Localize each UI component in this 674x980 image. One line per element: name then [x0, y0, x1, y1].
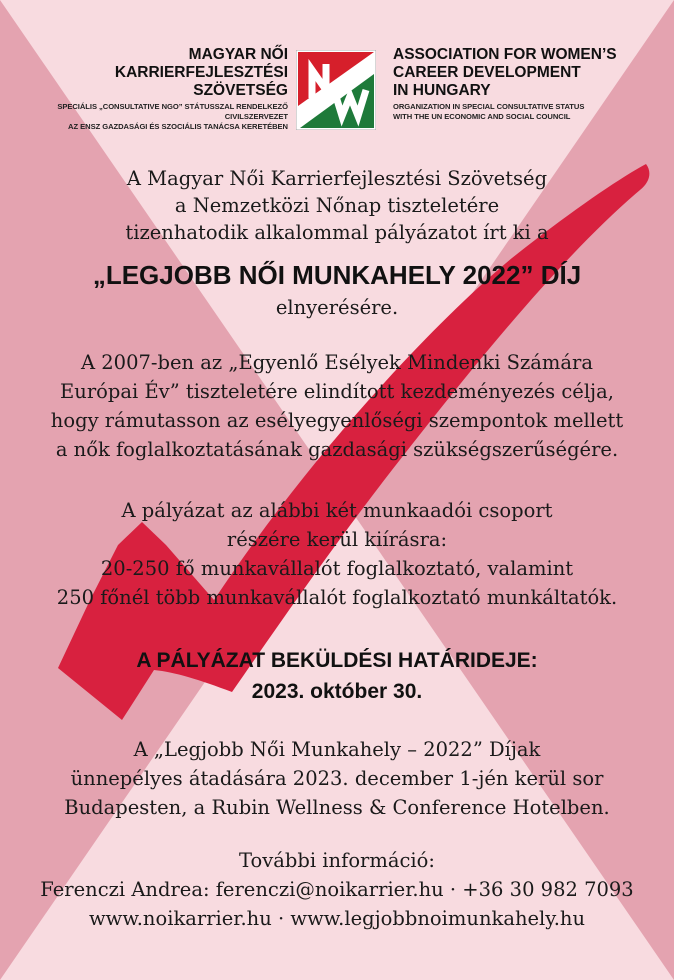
purpose-line: a nők foglalkoztatásának gazdasági szükségszerűségére.	[55, 438, 619, 461]
intro-after-title: elnyerésére.	[275, 296, 399, 319]
purpose-paragraph	[20, 348, 654, 464]
en-title-line: IN HUNGARY	[393, 82, 491, 99]
hu-subtitle-line: AZ ENSZ GAZDASÁGI ÉS SZOCIÁLIS TANÁCSA KERETÉBEN	[68, 122, 288, 131]
deadline-label: A PÁLYÁZAT BEKÜLDÉSI HATÁRIDEJE:	[136, 649, 538, 672]
contact-line-email-phone[interactable]: Ferenczi Andrea: ferenczi@noikarrier.hu · +36 30 982 7093	[40, 878, 634, 901]
hu-title-line: MAGYAR NŐI	[188, 46, 288, 63]
contact-line-websites[interactable]: www.noikarrier.hu · www.legjobbnoimunkahely.hu	[88, 907, 586, 930]
header-en	[393, 46, 663, 122]
groups-paragraph	[20, 496, 654, 612]
en-subtitle-line: WITH THE UN ECONOMIC AND SOCIAL COUNCIL	[393, 112, 571, 121]
ceremony-line: A „Legjobb Női Munkahely – 2022” Díjak	[133, 738, 541, 761]
groups-line: részére kerül kiírásra:	[226, 528, 448, 551]
purpose-line: A 2007-ben az „Egyenlő Esélyek Mindenki Számára	[81, 351, 593, 374]
ceremony-line: Budapesten, a Rubin Wellness & Conference Hotelben.	[64, 796, 610, 819]
purpose-line: hogy rámutasson az esélyegyenlőségi szempontok mellett	[50, 409, 624, 432]
hu-subtitle-line: SPECIÁLIS „CONSULTATIVE NGO” STÁTUSSZAL RENDELKEZŐ CIVILSZERVEZET	[57, 102, 288, 121]
en-title-line: ASSOCIATION FOR WOMEN’S	[393, 46, 617, 63]
ceremony-paragraph	[20, 735, 654, 822]
groups-line: A pályázat az alábbi két munkaadói csoport	[121, 499, 553, 522]
purpose-line: Európai Év” tiszteletére elindított kezdeményezés célja,	[60, 380, 614, 403]
ceremony-line: ünnepélyes átadására 2023. december 1-jén kerül sor	[70, 767, 604, 790]
hu-title-line: KARRIERFEJLESZTÉSI	[114, 64, 288, 81]
deadline-date: 2023. október 30.	[251, 680, 423, 703]
intro-line: tizenhatodik alkalommal pályázatot írt ki a	[125, 221, 549, 244]
nw-logo-icon	[296, 50, 376, 130]
award-title: „LEGJOBB NŐI MUNKAHELY 2022” DÍJ	[92, 260, 582, 290]
deadline-block	[20, 645, 654, 707]
intro-paragraph	[20, 165, 654, 246]
contact-heading: További információ:	[239, 849, 435, 872]
header-hu	[20, 46, 288, 132]
contact-block	[20, 846, 654, 933]
en-subtitle-line: ORGANIZATION IN SPECIAL CONSULTATIVE STATUS	[393, 102, 585, 111]
groups-line: 20-250 fő munkavállalót foglalkoztató, valamint	[100, 557, 574, 580]
hu-title-line: SZÖVETSÉG	[193, 82, 288, 99]
intro-line: A Magyar Női Karrierfejlesztési Szövetség	[126, 167, 548, 190]
intro-line: a Nemzetközi Nőnap tiszteletére	[174, 194, 500, 217]
groups-line: 250 főnél több munkavállalót foglalkoztató munkáltatók.	[56, 586, 618, 609]
en-title-line: CAREER DEVELOPMENT	[393, 64, 581, 81]
